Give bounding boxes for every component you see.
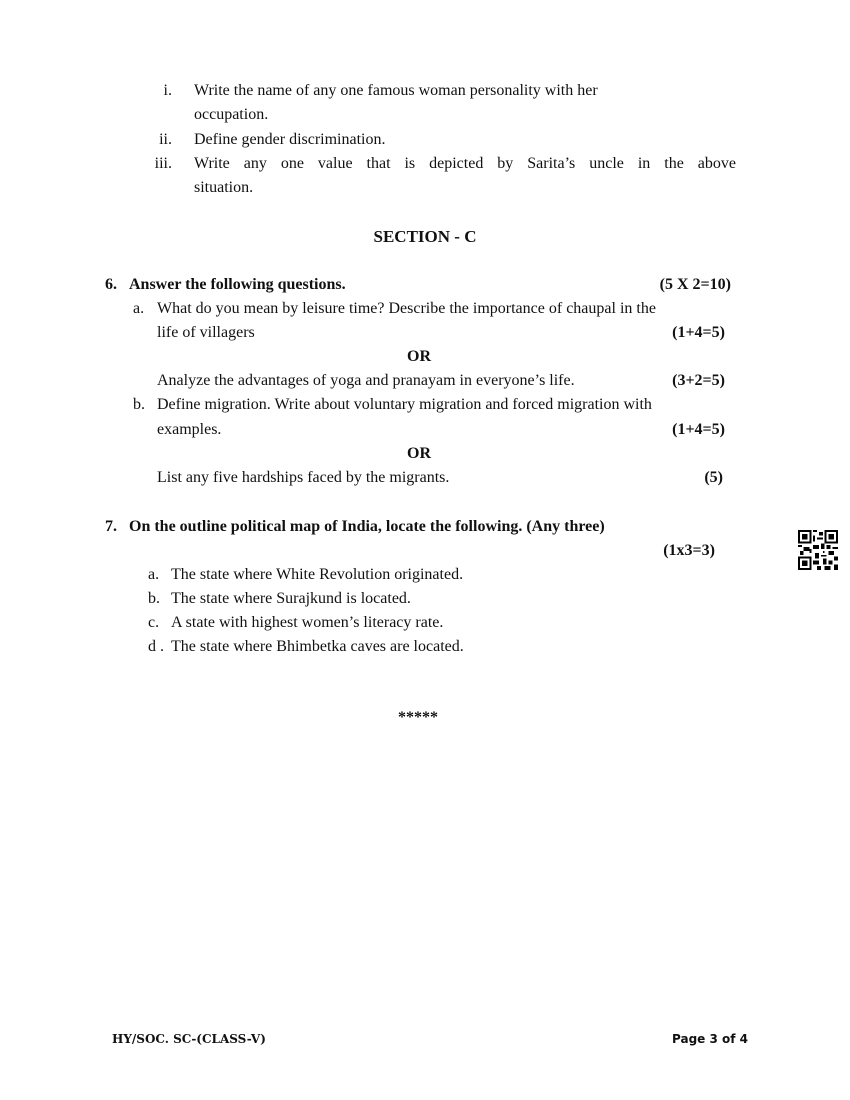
marks: (5) [704,469,723,486]
marks: (1+4=5) [672,421,725,438]
or-separator: OR [407,348,431,365]
list-item: The state where White Revolution originated. [171,566,464,583]
question-text: What do you mean by leisure time? Describe the importance of chaupal in the [157,300,656,317]
sub-label: c. [148,614,160,631]
sub-label: b. [148,590,160,607]
sub-label: a. [148,566,160,583]
footer-paper-code: HY/SOC. SC-(CLASS-V) [112,1032,266,1046]
sub-label: a. [133,300,145,317]
end-marker: ***** [398,709,438,726]
question-heading: Answer the following questions. [129,276,346,293]
marks: (3+2=5) [672,372,725,389]
item-number: i. [163,82,172,99]
question-number: 6. [105,276,117,293]
sub-label: d . [148,638,164,655]
question-text: Write the name of any one famous woman personality with her [194,82,598,99]
list-item: A state with highest women’s literacy rate. [171,614,444,631]
footer-page-number: Page 3 of 4 [672,1032,748,1046]
list-item: The state where Surajkund is located. [171,590,411,607]
question-text: Define gender discrimination. [194,131,386,148]
question-text: occupation. [194,106,269,123]
question-number: 7. [105,518,117,535]
question-text: situation. [194,179,254,196]
question-text: examples. [157,421,222,438]
qr-code-icon [798,530,838,570]
question-text: life of villagers [157,324,255,341]
item-number: iii. [154,155,172,172]
marks: (1+4=5) [672,324,725,341]
question-text: Define migration. Write about voluntary migration and forced migration with [157,396,652,413]
marks: (1x3=3) [663,542,715,559]
item-number: ii. [159,131,172,148]
marks: (5 X 2=10) [659,276,731,293]
or-separator: OR [407,445,431,462]
question-heading: On the outline political map of India, locate the following. (Any three) [129,518,605,535]
question-text: Write any one value that is depicted by Sarita’s uncle in the above [194,155,736,172]
sub-label: b. [133,396,145,413]
list-item: The state where Bhimbetka caves are located. [171,638,464,655]
question-text: List any five hardships faced by the migrants. [157,469,450,486]
question-text: Analyze the advantages of yoga and pranayam in everyone’s life. [157,372,575,389]
section-title: SECTION - C [373,227,477,246]
